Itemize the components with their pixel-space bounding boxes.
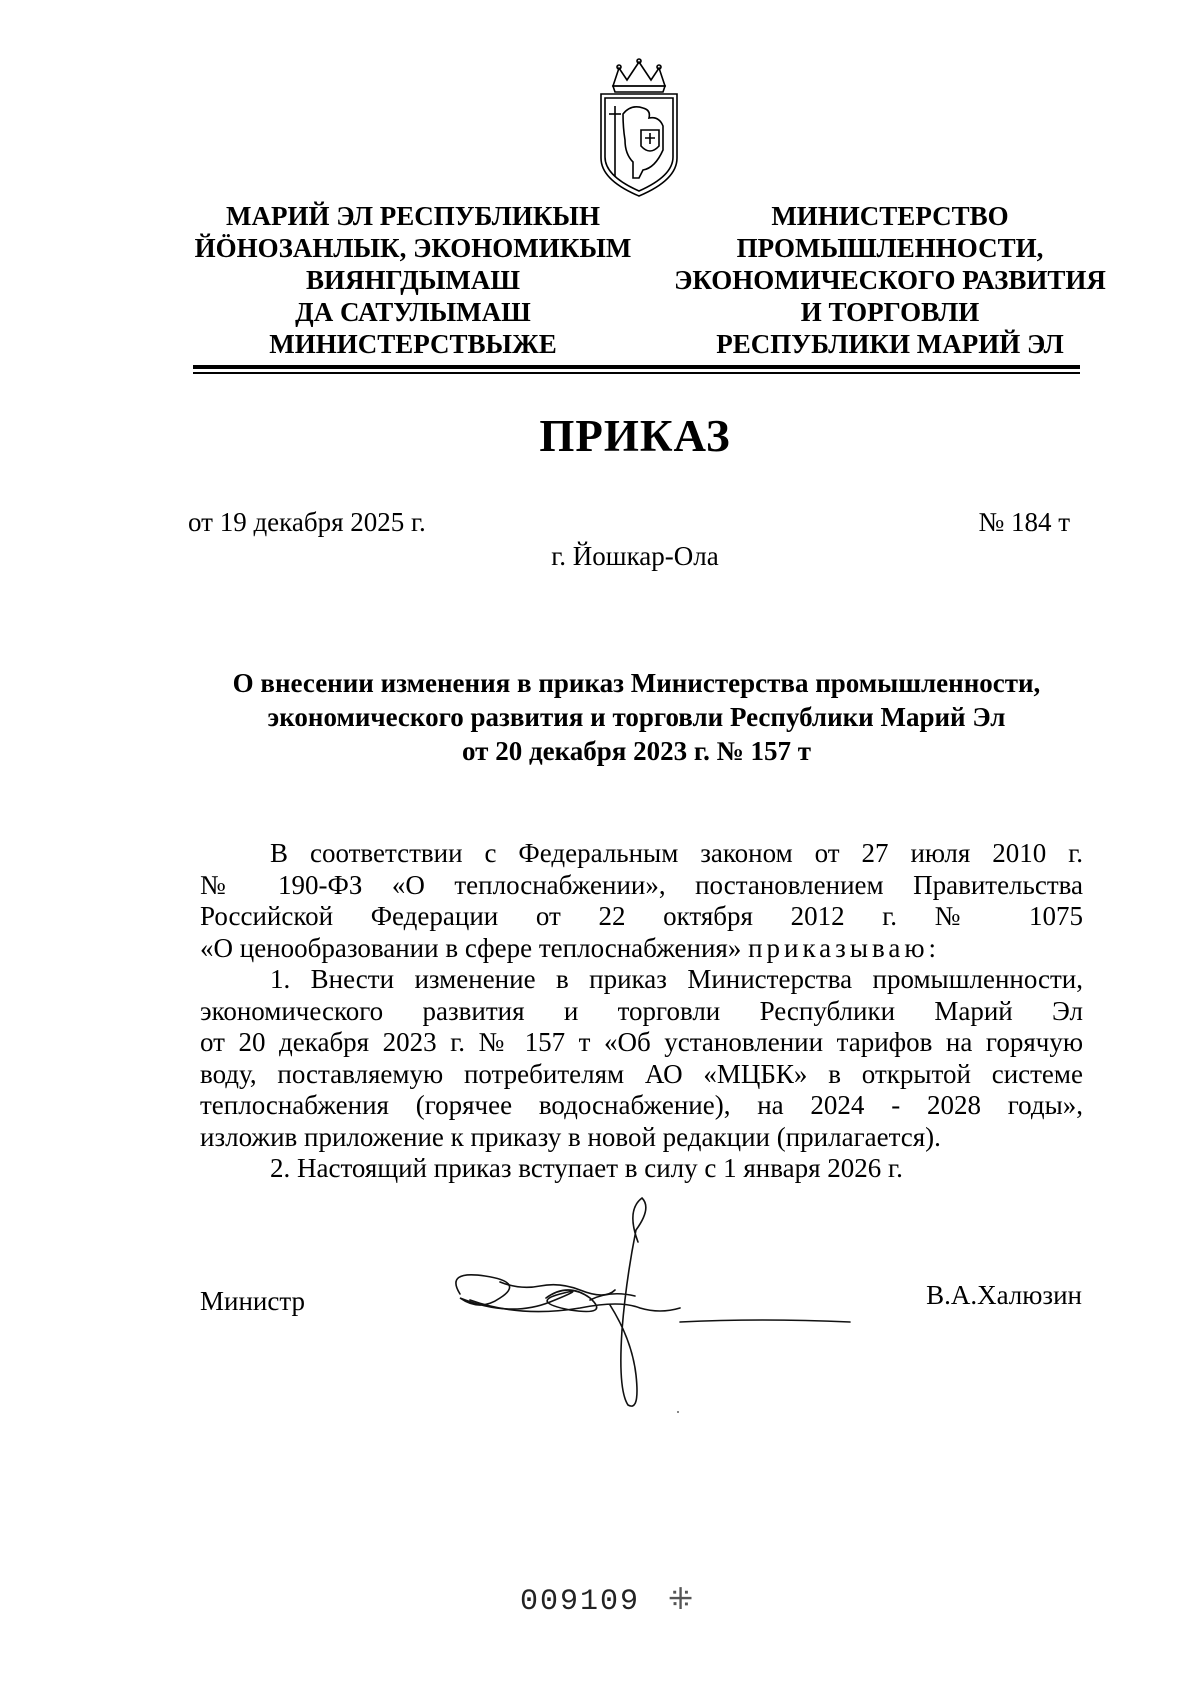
coat-of-arms-icon — [593, 58, 685, 208]
body-text: «О ценообразовании в сфере теплоснабжения» — [200, 932, 742, 963]
document-serial-number: 009109 — [520, 1585, 641, 1619]
header-right-line: И ТОРГОВЛИ — [800, 297, 980, 327]
header-divider-thin — [193, 372, 1080, 374]
body-line: воду, поставляемую потребителям АО «МЦБК» в открытой системе — [200, 1058, 1083, 1089]
header-left-line: МИНИСТЕРСТВЫЖЕ — [269, 329, 557, 359]
body-line: В соответствии с Федеральным законом от 27 июля 2010 г. — [270, 838, 1083, 868]
order-body — [200, 838, 1083, 1185]
signatory-name: В.А.Халюзин — [926, 1280, 1082, 1310]
header-right-russian — [660, 200, 1120, 360]
order-keyword: приказываю: — [748, 932, 941, 963]
order-city: г. Йошкар-Ола — [551, 541, 719, 571]
order-subject — [193, 666, 1080, 768]
header-left-line: ДА САТУЛЫМАШ — [295, 297, 531, 327]
header-right-line: ПРОМЫШЛЕННОСТИ, — [736, 233, 1044, 263]
header-left-line: ЙӦНОЗАНЛЫК, ЭКОНОМИКЫМ — [194, 233, 632, 263]
body-line: 1. Внести изменение в приказ Министерства промышленности, — [270, 964, 1083, 994]
header-left-marijel — [193, 200, 633, 360]
body-line: Российской Федерации от 22 октября 2012 г. № 1075 — [200, 901, 1083, 931]
order-date: от 19 декабря 2025 г. — [188, 507, 426, 537]
header-left-line: МАРИЙ ЭЛ РЕСПУБЛИКЫН — [226, 201, 600, 231]
header-right-line: ЭКОНОМИЧЕСКОГО РАЗВИТИЯ — [674, 265, 1106, 295]
header-right-line: РЕСПУБЛИКИ МАРИЙ ЭЛ — [716, 329, 1064, 359]
body-line — [200, 933, 1083, 965]
subject-line: экономического развития и торговли Республики Марий Эл — [267, 702, 1006, 732]
handwritten-signature — [440, 1190, 860, 1420]
subject-line: О внесении изменения в приказ Министерства промышленности, — [232, 668, 1041, 698]
body-line: изложив приложение к приказу в новой редакции (прилагается). — [200, 1121, 941, 1152]
body-line: № 190-ФЗ «О теплоснабжении», постановлением Правительства — [200, 869, 1083, 900]
body-line: теплоснабжения (горячее водоснабжение), на 2024 - 2028 годы», — [200, 1090, 1083, 1120]
order-number: № 184 т — [978, 507, 1070, 537]
signatory-title: Министр — [200, 1286, 305, 1316]
header-divider-thick — [193, 365, 1080, 369]
document-title: ПРИКАЗ — [539, 411, 731, 461]
header-left-line: ВИЯНГДЫМАШ — [305, 265, 521, 295]
subject-line: от 20 декабря 2023 г. № 157 т — [462, 736, 811, 766]
serial-mark-icon: ⁜ — [668, 1583, 694, 1616]
header-right-line: МИНИСТЕРСТВО — [771, 201, 1009, 231]
body-line: экономического развития и торговли Республики Марий Эл — [200, 995, 1083, 1026]
scan-speck — [677, 1411, 679, 1413]
body-line: 2. Настоящий приказ вступает в силу с 1 января 2026 г. — [270, 1153, 903, 1183]
body-line: от 20 декабря 2023 г. № 157 т «Об установлении тарифов на горячую — [200, 1027, 1083, 1057]
